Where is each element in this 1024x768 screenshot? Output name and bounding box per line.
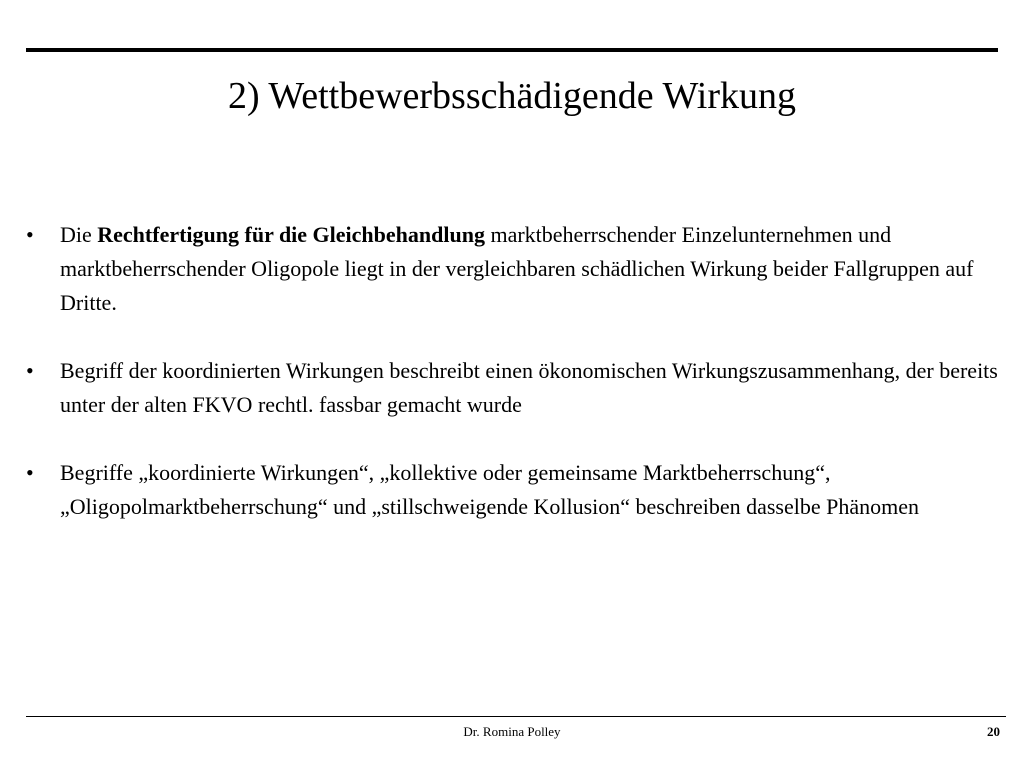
top-divider [26, 48, 998, 52]
bullet-item-coordinated-effects [26, 354, 1016, 422]
bullet-item-justification [26, 218, 1016, 320]
bullet-marker: • [26, 358, 34, 383]
bullet-text-prefix: Die [60, 222, 98, 247]
slide-title: 2) Wettbewerbsschädigende Wirkung [227, 75, 797, 117]
bullet-list [26, 218, 1016, 558]
page-number: 20 [987, 724, 1000, 739]
bullet-marker: • [26, 222, 34, 247]
footer-author: Dr. Romina Polley [463, 724, 561, 739]
bullet-marker: • [26, 460, 34, 485]
bullet-item-terms [26, 456, 1016, 524]
footer-divider [26, 716, 1006, 717]
bullet-text-suffix: marktbeherrschender Einzelunternehmen und marktbeherrschender Oligopole liegt in der vergleichbaren schädlichen Wirkung beider Fallgruppen auf Dritte. [60, 222, 974, 315]
bullet-text-bold: Rechtfertigung für die Gleichbehandlung [97, 222, 485, 247]
bullet-text: Begriff der koordinierten Wirkungen beschreibt einen ökonomischen Wirkungszusammenhang, der bereits unter der alten FKVO rechtl. fassbar gemacht wurde [60, 358, 998, 417]
bullet-text: Begriffe „koordinierte Wirkungen“, „kollektive oder gemeinsame Marktbeherrschung“, „Oligopolmarktbeherrschung“ und „stillschweigende Kollusion“ beschreiben dasselbe Phänomen [60, 460, 919, 519]
